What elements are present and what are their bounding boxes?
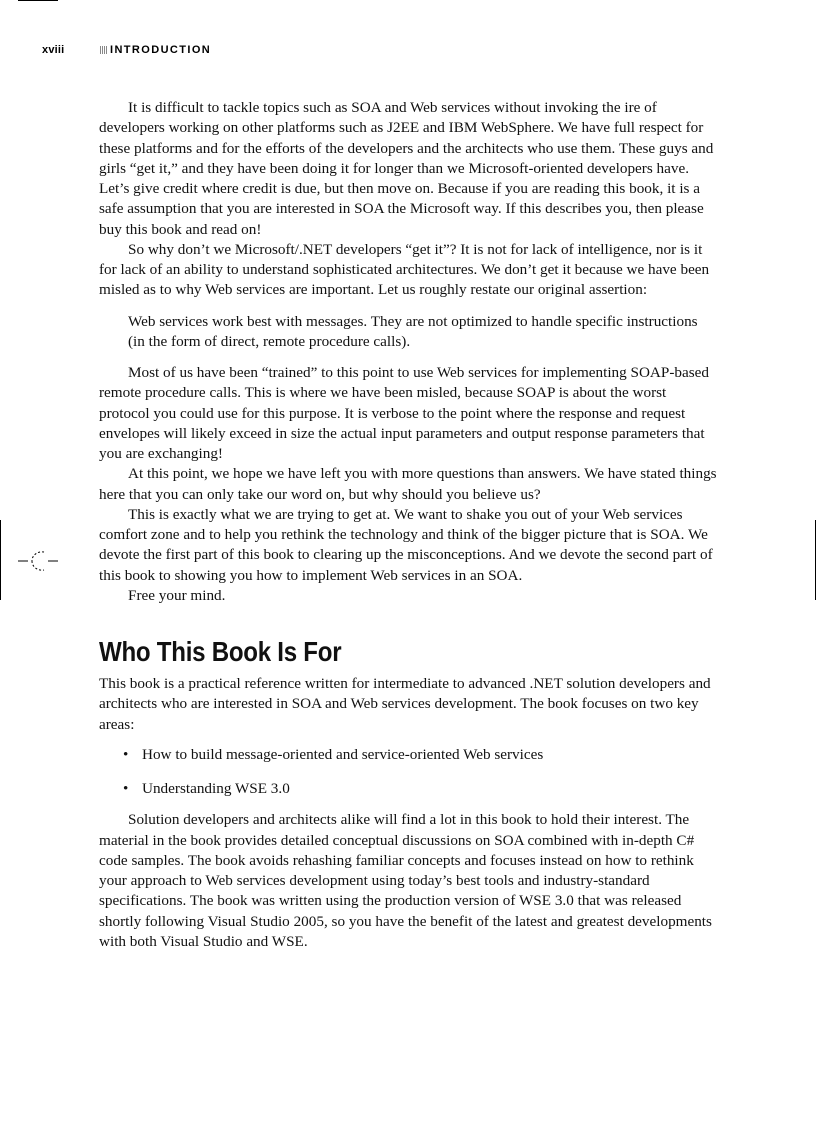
paragraph: This is exactly what we are trying to get at. We want to shake you out of your Web services comfort zone and to help you rethink the technology and think of the bigger picture that is SOA. We devote the first part of this book to clearing up the misconceptions. And we devote the second part of this book to showing you how to implement Web services in an SOA.	[99, 505, 713, 584]
registration-mark-icon	[14, 548, 62, 578]
list-item-text: How to build message-oriented and service-oriented Web services	[142, 745, 544, 763]
header-square-icon	[100, 46, 108, 54]
list-item-text: Understanding WSE 3.0	[142, 780, 290, 797]
list-item	[123, 779, 717, 799]
section-title: INTRODUCTION	[110, 44, 212, 56]
section-heading: Who This Book Is For	[99, 636, 342, 667]
paragraph: So why don’t we Microsoft/.NET developers “get it”? It is not for lack of intelligence, nor is it for lack of an ability to understand sophisticated architectures. We don’t get it because we have been misled as to why Web services are important. Let us roughly restate our original assertion:	[99, 240, 710, 299]
paragraph: At this point, we hope we have left you with more questions than answers. We have stated things here that you can only take our word on, but why should you believe us?	[99, 465, 717, 503]
quote-text: Web services work best with messages. They are not optimized to handle specific instructions (in the form of direct, remote procedure calls).	[128, 312, 698, 350]
paragraph: Free your mind.	[128, 586, 226, 604]
page-number: xviii	[42, 44, 65, 56]
body-text	[99, 98, 717, 952]
paragraph: Solution developers and architects alike will find a lot in this book to hold their interest. The material in the book provides detailed conceptual discussions on SOA combined with in-depth C# code samples. The book avoids rehashing familiar concepts and focuses instead on how to rethink your approach to Web services development using today’s best tools and industry-standard specifications. The book was written using the production version of WSE 3.0 that was released shortly following Visual Studio 2005, so you have the benefit of the latest and greatest developments with both Visual Studio and WSE.	[99, 811, 712, 950]
bullet-list	[123, 745, 717, 800]
running-header	[42, 44, 782, 60]
block-quote	[128, 312, 717, 353]
paragraph: This book is a practical reference written for intermediate to advanced .NET solution developers and architects who are interested in SOA and Web services development. The book focuses on two key areas:	[99, 675, 711, 733]
list-item	[123, 745, 717, 765]
crop-mark-top	[18, 0, 58, 1]
crop-mark-left	[0, 520, 1, 600]
paragraph: It is difficult to tackle topics such as SOA and Web services without invoking the ire of developers working on other platforms such as J2EE and IBM WebSphere. We have full respect for these platforms and for the efforts of the developers and the architects who use them. These guys and girls “get it,” and they have been doing it for longer than we Microsoft-oriented developers have. Let’s give credit where credit is due, but then move on. Because if you are reading this book, it is a safe assumption that you are interested in SOA the Microsoft way. If this describes you, then please buy this book and read on!	[99, 99, 714, 238]
bullet-icon: •	[123, 745, 129, 763]
paragraph: Most of us have been “trained” to this point to use Web services for implementing SOAP-based remote procedure calls. This is where we have been misled, because SOAP is about the worst protocol you could use for this purpose. It is verbose to the point where the response and request envelopes will likely exceed in size the actual input parameters and output response parameters that you are exchanging!	[99, 364, 709, 462]
bullet-icon: •	[123, 780, 129, 797]
